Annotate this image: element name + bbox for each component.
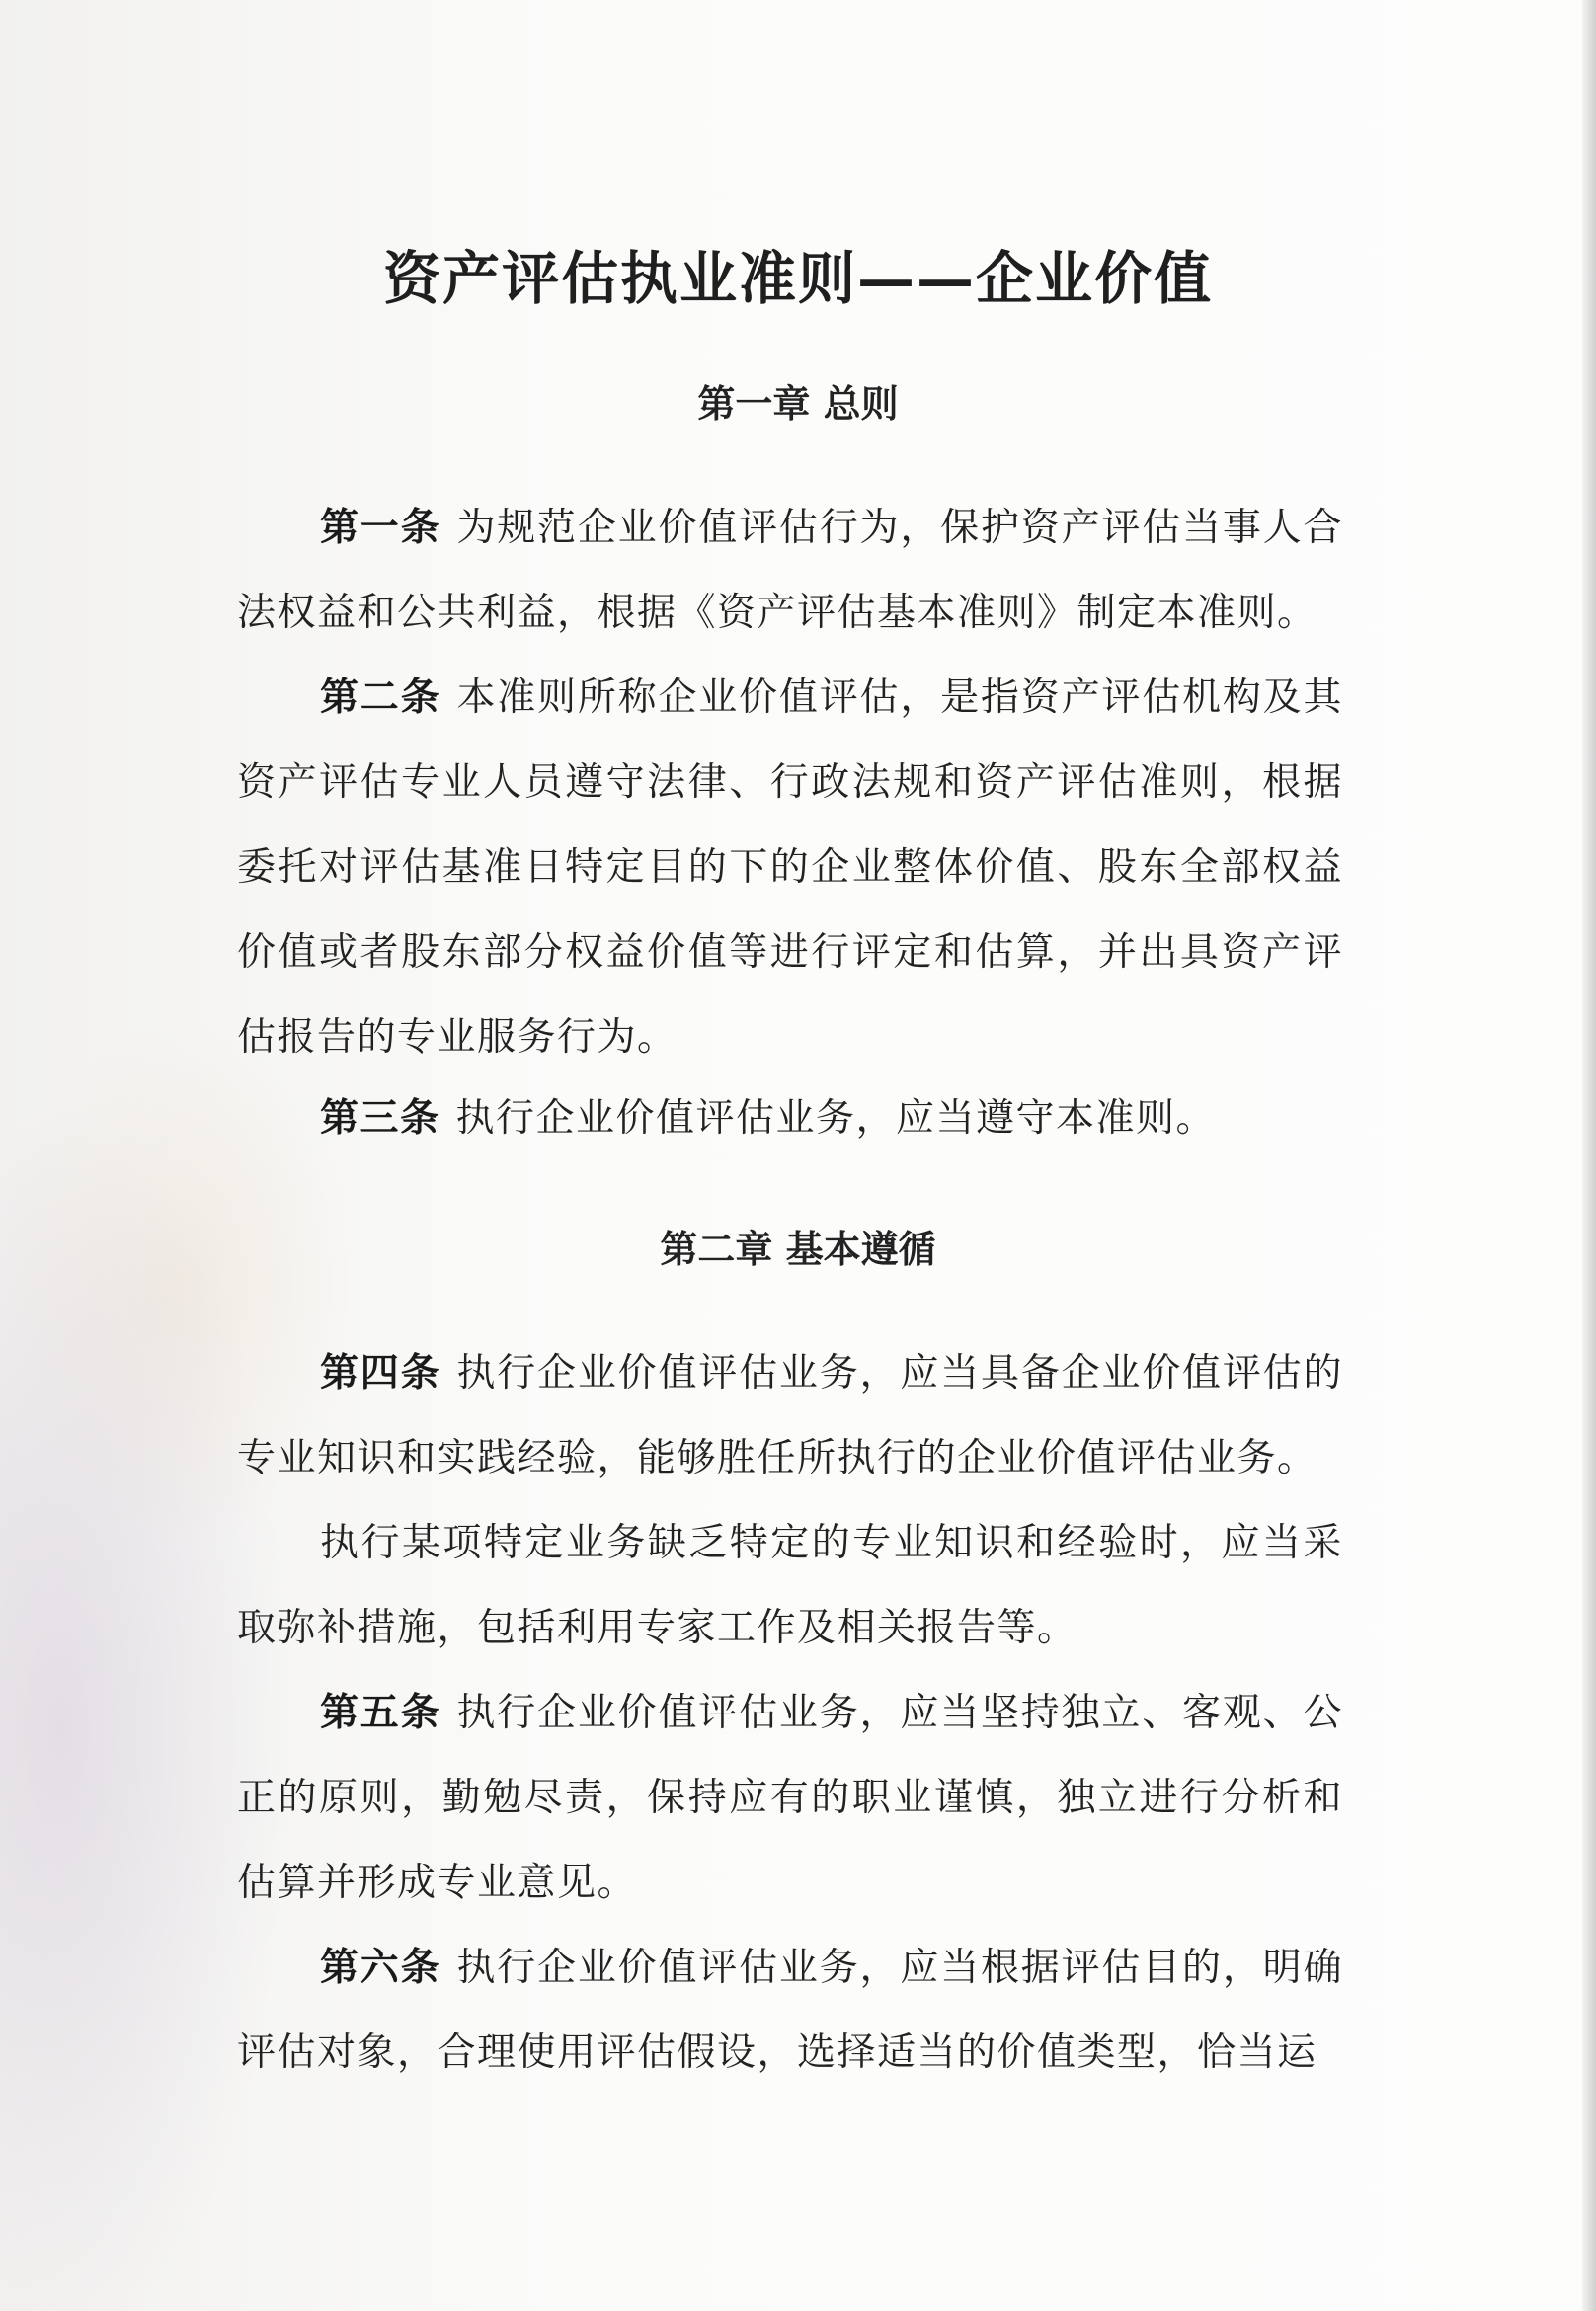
article-number: 第五条 [320,1691,441,1735]
article-text: 执行企业价值评估业务，应当具备企业价值评估的专业知识和实践经验，能够胜任所执行的企业价值评估业务。 [237,1351,1343,1480]
article-number: 第四条 [320,1351,441,1395]
article-text: 本准则所称企业价值评估，是指资产评估机构及其资产评估专业人员遵守法律、行政法规和资产评估准则，根据委托对评估基准日特定目的下的企业整体价值、股东全部权益价值或者股东部分权益价值等进行评定和估算，并出具资产评估报告的专业服务行为。 [237,676,1343,1060]
paragraph-text: 执行某项特定业务缺乏特定的专业知识和经验时，应当采取弥补措施，包括利用专家工作及相关报告等。 [237,1521,1343,1650]
article-text: 执行企业价值评估业务，应当根据评估目的，明确评估对象，合理使用评估假设，选择适当的价值类型，恰当运 [237,1946,1343,2075]
article-number: 第六条 [320,1946,441,1990]
article-text: 执行企业价值评估业务，应当坚持独立、客观、公正的原则，勤勉尽责，保持应有的职业谨慎，独立进行分析和估算并形成专业意见。 [237,1691,1343,1905]
document-title: 资产评估执业准则——企业价值 [382,245,1213,312]
article-number: 第二条 [320,676,441,720]
article-number: 第三条 [320,1096,440,1141]
article-paragraph [237,1671,1343,1926]
body-paragraph [237,1501,1343,1671]
article-text: 为规范企业价值评估行为，保护资产评估当事人合法权益和公共利益，根据《资产评估基本准则》制定本准则。 [237,506,1343,635]
article-paragraph [237,1076,1343,1161]
article-paragraph [237,486,1343,656]
article-number: 第一条 [320,506,441,550]
chapter-heading-1: 第一章 总则 [697,382,899,426]
article-text: 执行企业价值评估业务，应当遵守本准则。 [455,1096,1217,1141]
article-paragraph [237,1331,1343,1501]
article-paragraph [237,656,1343,1080]
page-edge-shadow [1582,0,1596,2311]
chapter-heading-2: 第二章 基本遵循 [660,1228,936,1271]
article-paragraph [237,1926,1343,2096]
